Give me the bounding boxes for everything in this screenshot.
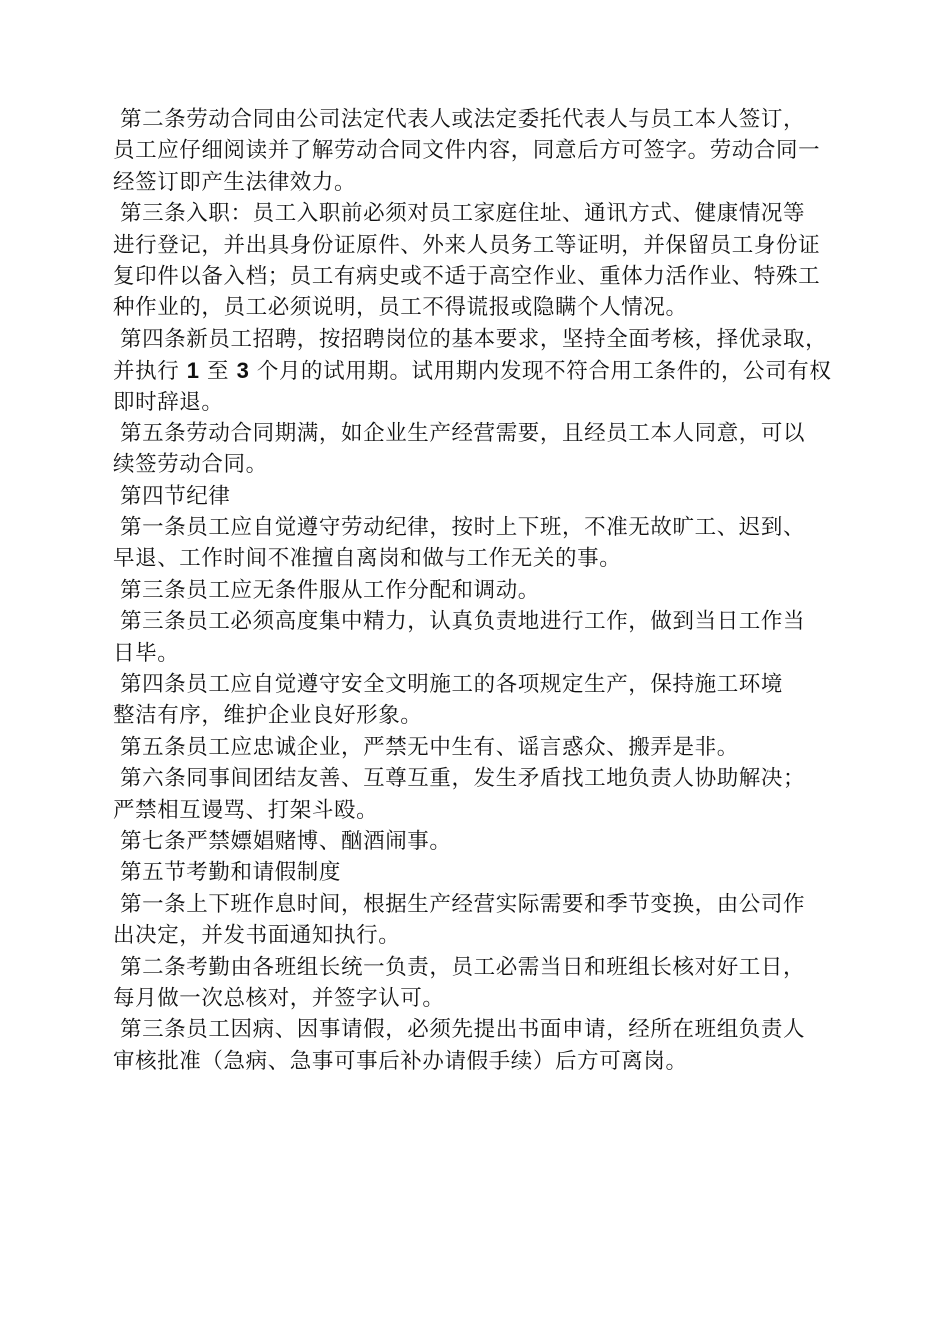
text-segment: 并执行 xyxy=(113,359,187,385)
text-line: 第四条新员工招聘，按招聘岗位的基本要求，坚持全面考核，择优录取， xyxy=(120,326,828,352)
text-line: 出决定，并发书面通知执行。 xyxy=(113,923,401,949)
text-line: 种作业的，员工必须说明，员工不得谎报或隐瞒个人情况。 xyxy=(113,295,688,321)
text-line xyxy=(113,355,873,386)
text-line: 早退、工作时间不准擅自离岗和做与工作无关的事。 xyxy=(113,546,622,572)
text-line: 即时辞退。 xyxy=(113,389,224,415)
text-line: 第二条考勤由各班组长统一负责，员工必需当日和班组长核对好工日， xyxy=(120,954,806,980)
text-line: 第六条同事间团结友善、互尊互重，发生矛盾找工地负责人协助解决； xyxy=(120,766,806,792)
text-line: 第三条员工必须高度集中精力，认真负责地进行工作，做到当日工作当 xyxy=(120,609,806,635)
text-line: 第七条严禁嫖娼赌博、酗酒闹事。 xyxy=(120,828,452,854)
section-heading: 第四节纪律 xyxy=(120,483,231,509)
text-line: 第二条劳动合同由公司法定代表人或法定委托代表人与员工本人签订， xyxy=(120,107,806,132)
text-line: 第一条员工应自觉遵守劳动纪律，按时上下班，不准无故旷工、迟到、 xyxy=(120,515,806,541)
number-3: 3 xyxy=(236,358,250,384)
text-line: 日毕。 xyxy=(113,640,180,666)
text-line: 进行登记，并出具身份证原件、外来人员务工等证明，并保留员工身份证 xyxy=(113,232,821,258)
text-line: 续签劳动合同。 xyxy=(113,452,268,478)
text-line: 每月做一次总核对，并签字认可。 xyxy=(113,985,445,1011)
number-1: 1 xyxy=(186,358,200,384)
text-line: 第四条员工应自觉遵守安全文明施工的各项规定生产，保持施工环境 xyxy=(120,672,784,698)
text-segment: 至 xyxy=(199,359,237,385)
section-heading: 第五节考勤和请假制度 xyxy=(120,860,342,886)
text-line: 整洁有序，维护企业良好形象。 xyxy=(113,703,423,729)
text-line: 员工应仔细阅读并了解劳动合同文件内容，同意后方可签字。劳动合同一 xyxy=(113,138,821,164)
text-line: 严禁相互谩骂、打架斗殴。 xyxy=(113,797,379,823)
text-line: 第五条员工应忠诚企业，严禁无中生有、谣言惑众、搬弄是非。 xyxy=(120,734,739,760)
text-line: 第三条员工因病、因事请假，必须先提出书面申请，经所在班组负责人 xyxy=(120,1017,806,1043)
document-body xyxy=(113,104,873,1077)
text-line: 经签订即产生法律效力。 xyxy=(113,169,357,195)
text-line: 第一条上下班作息时间，根据生产经营实际需要和季节变换，由公司作 xyxy=(120,891,806,917)
text-line: 复印件以备入档；员工有病史或不适于高空作业、重体力活作业、特殊工 xyxy=(113,263,821,289)
text-segment: 个月的试用期。试用期内发现不符合用工条件的，公司有权 xyxy=(249,359,832,385)
text-line: 第三条入职：员工入职前必须对员工家庭住址、通讯方式、健康情况等 xyxy=(120,201,806,227)
text-line: 审核批准（急病、急事可事后补办请假手续）后方可离岗。 xyxy=(113,1048,688,1074)
text-line: 第五条劳动合同期满，如企业生产经营需要，且经员工本人同意，可以 xyxy=(120,420,806,446)
text-line: 第三条员工应无条件服从工作分配和调动。 xyxy=(120,577,540,603)
